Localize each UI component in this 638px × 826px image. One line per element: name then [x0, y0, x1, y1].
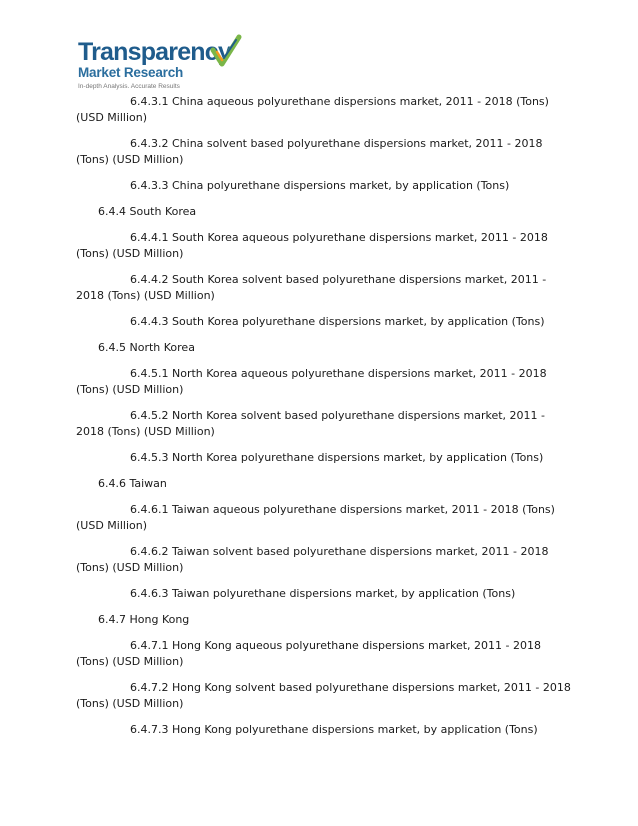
toc-subsection-entry: 6.4.5.2 North Korea solvent based polyurethane dispersions market, 2011 - 2018 (Tons) (USD Million) — [76, 409, 546, 438]
company-logo — [78, 34, 248, 96]
toc-subsection-entry: 6.4.7.1 Hong Kong aqueous polyurethane dispersions market, 2011 - 2018 (Tons) (USD Million) — [76, 639, 541, 668]
logo-subtitle: Market Research — [78, 65, 184, 80]
toc-subsection-entry: 6.4.4.2 South Korea solvent based polyurethane dispersions market, 2011 - 2018 (Tons) (USD Million) — [76, 273, 547, 302]
toc-subsection-entry: 6.4.3.1 China aqueous polyurethane dispersions market, 2011 - 2018 (Tons) (USD Million) — [76, 95, 549, 124]
toc-subsection-entry: 6.4.7.2 Hong Kong solvent based polyurethane dispersions market, 2011 - 2018 (Tons) (USD Million) — [76, 681, 571, 710]
toc-subsection-entry: 6.4.3.2 China solvent based polyurethane dispersions market, 2011 - 2018 (Tons) (USD Million) — [76, 137, 543, 166]
toc-subsection-entry: 6.4.6.2 Taiwan solvent based polyurethane dispersions market, 2011 - 2018 (Tons) (USD Million) — [76, 545, 549, 574]
toc-section-entry: 6.4.4 South Korea — [98, 205, 197, 218]
toc-subsection-entry: 6.4.4.3 South Korea polyurethane dispersions market, by application (Tons) — [130, 315, 545, 328]
logo-main-text: Transparency — [78, 38, 231, 66]
toc-subsection-entry: 6.4.6.1 Taiwan aqueous polyurethane dispersions market, 2011 - 2018 (Tons) (USD Million) — [76, 503, 555, 532]
toc-section-entry: 6.4.7 Hong Kong — [98, 613, 190, 626]
toc-subsection-entry: 6.4.4.1 South Korea aqueous polyurethane dispersions market, 2011 - 2018 (Tons) (USD Million) — [76, 231, 548, 260]
checkmark-logo-icon — [208, 34, 244, 70]
toc-subsection-entry: 6.4.3.3 China polyurethane dispersions market, by application (Tons) — [130, 179, 510, 192]
logo-tagline: In-depth Analysis. Accurate Results — [78, 83, 180, 90]
toc-subsection-entry: 6.4.5.3 North Korea polyurethane dispersions market, by application (Tons) — [130, 451, 544, 464]
toc-section-entry: 6.4.6 Taiwan — [98, 477, 167, 490]
toc-subsection-entry: 6.4.7.3 Hong Kong polyurethane dispersions market, by application (Tons) — [130, 723, 538, 736]
table-of-contents — [76, 94, 576, 738]
toc-subsection-entry: 6.4.5.1 North Korea aqueous polyurethane dispersions market, 2011 - 2018 (Tons) (USD Million) — [76, 367, 547, 396]
toc-subsection-entry: 6.4.6.3 Taiwan polyurethane dispersions market, by application (Tons) — [130, 587, 516, 600]
toc-section-entry: 6.4.5 North Korea — [98, 341, 195, 354]
